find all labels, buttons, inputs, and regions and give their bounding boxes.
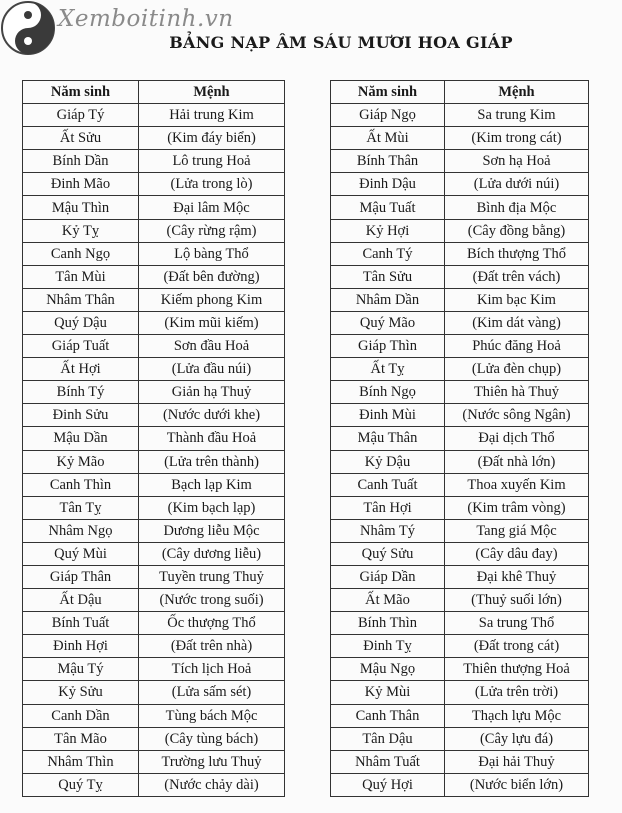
- table-row: [331, 519, 589, 542]
- table-row: [23, 542, 285, 565]
- element-cell: (Kim mũi kiếm): [139, 311, 285, 334]
- table-row: [23, 404, 285, 427]
- table-row: [331, 450, 589, 473]
- table-row: [23, 565, 285, 588]
- table-row: [331, 265, 589, 288]
- birth-year-cell: Bính Thìn: [331, 612, 445, 635]
- header-year: Năm sinh: [23, 81, 139, 104]
- nap-am-table-left: [22, 80, 285, 797]
- birth-year-cell: Ất Hợi: [23, 358, 139, 381]
- element-cell: Bích thượng Thổ: [445, 242, 589, 265]
- table-row: [331, 681, 589, 704]
- table-row: [23, 311, 285, 334]
- table-row: [331, 150, 589, 173]
- table-row: [331, 750, 589, 773]
- element-cell: (Lửa trên trời): [445, 681, 589, 704]
- element-cell: Sa trung Thổ: [445, 612, 589, 635]
- birth-year-cell: Nhâm Dần: [331, 288, 445, 311]
- birth-year-cell: Mậu Thìn: [23, 196, 139, 219]
- element-cell: (Lửa dưới núi): [445, 173, 589, 196]
- element-cell: (Lửa đầu núi): [139, 358, 285, 381]
- birth-year-cell: Bính Dần: [23, 150, 139, 173]
- table-row: [331, 427, 589, 450]
- table-row: [23, 288, 285, 311]
- element-cell: (Nước trong suối): [139, 589, 285, 612]
- element-cell: (Kim dát vàng): [445, 311, 589, 334]
- table-row: [23, 173, 285, 196]
- birth-year-cell: Nhâm Thân: [23, 288, 139, 311]
- element-cell: Sơn hạ Hoả: [445, 150, 589, 173]
- element-cell: Tuyền trung Thuỷ: [139, 565, 285, 588]
- element-cell: (Đất bên đường): [139, 265, 285, 288]
- birth-year-cell: Canh Tý: [331, 242, 445, 265]
- birth-year-cell: Tân Mão: [23, 727, 139, 750]
- element-cell: (Cây tùng bách): [139, 727, 285, 750]
- element-cell: (Nước biển lớn): [445, 773, 589, 796]
- element-cell: Thoa xuyến Kim: [445, 473, 589, 496]
- birth-year-cell: Ất Sửu: [23, 127, 139, 150]
- birth-year-cell: Nhâm Tuất: [331, 750, 445, 773]
- table-row: [23, 335, 285, 358]
- element-cell: Trường lưu Thuỷ: [139, 750, 285, 773]
- table-row: [331, 565, 589, 588]
- element-cell: Dương liễu Mộc: [139, 519, 285, 542]
- table-row: [23, 381, 285, 404]
- element-cell: Bạch lạp Kim: [139, 473, 285, 496]
- birth-year-cell: Giáp Tý: [23, 104, 139, 127]
- table-row: [23, 196, 285, 219]
- table-row: [331, 311, 589, 334]
- nap-am-table-right: [330, 80, 589, 797]
- element-cell: Đại khê Thuỷ: [445, 565, 589, 588]
- element-cell: Lộ bàng Thổ: [139, 242, 285, 265]
- element-cell: Kim bạc Kim: [445, 288, 589, 311]
- header-element: Mệnh: [445, 81, 589, 104]
- element-cell: Thiên thượng Hoả: [445, 658, 589, 681]
- table-header-row: [23, 81, 285, 104]
- birth-year-cell: Tân Mùi: [23, 265, 139, 288]
- birth-year-cell: Canh Thân: [331, 704, 445, 727]
- table-row: [331, 127, 589, 150]
- element-cell: (Cây rừng rậm): [139, 219, 285, 242]
- birth-year-cell: Đinh Mão: [23, 173, 139, 196]
- table-row: [331, 104, 589, 127]
- element-cell: (Kim trâm vòng): [445, 496, 589, 519]
- birth-year-cell: Mậu Thân: [331, 427, 445, 450]
- element-cell: (Cây lựu đá): [445, 727, 589, 750]
- element-cell: Tùng bách Mộc: [139, 704, 285, 727]
- birth-year-cell: Ất Tỵ: [331, 358, 445, 381]
- birth-year-cell: Canh Thìn: [23, 473, 139, 496]
- birth-year-cell: Tân Tỵ: [23, 496, 139, 519]
- birth-year-cell: Đinh Tỵ: [331, 635, 445, 658]
- element-cell: Ốc thượng Thổ: [139, 612, 285, 635]
- birth-year-cell: Quý Dậu: [23, 311, 139, 334]
- table-row: [331, 589, 589, 612]
- element-cell: (Cây dâu đay): [445, 542, 589, 565]
- table-row: [23, 358, 285, 381]
- birth-year-cell: Bính Ngọ: [331, 381, 445, 404]
- table-row: [23, 127, 285, 150]
- table-row: [331, 773, 589, 796]
- table-row: [23, 773, 285, 796]
- birth-year-cell: Mậu Dần: [23, 427, 139, 450]
- birth-year-cell: Ất Dậu: [23, 589, 139, 612]
- table-row: [23, 104, 285, 127]
- birth-year-cell: Tân Hợi: [331, 496, 445, 519]
- table-row: [331, 612, 589, 635]
- birth-year-cell: Giáp Thân: [23, 565, 139, 588]
- element-cell: Giản hạ Thuỷ: [139, 381, 285, 404]
- element-cell: (Kim đáy biển): [139, 127, 285, 150]
- element-cell: Tích lịch Hoả: [139, 658, 285, 681]
- element-cell: (Đất trên vách): [445, 265, 589, 288]
- birth-year-cell: Đinh Dậu: [331, 173, 445, 196]
- birth-year-cell: Canh Dần: [23, 704, 139, 727]
- table-row: [23, 750, 285, 773]
- table-row: [331, 196, 589, 219]
- birth-year-cell: Tân Sửu: [331, 265, 445, 288]
- element-cell: (Nước sông Ngân): [445, 404, 589, 427]
- element-cell: Kiếm phong Kim: [139, 288, 285, 311]
- table-row: [23, 496, 285, 519]
- table-row: [23, 427, 285, 450]
- element-cell: Phúc đăng Hoả: [445, 335, 589, 358]
- table-row: [23, 589, 285, 612]
- table-row: [23, 612, 285, 635]
- header-year: Năm sinh: [331, 81, 445, 104]
- birth-year-cell: Quý Hợi: [331, 773, 445, 796]
- table-row: [23, 265, 285, 288]
- element-cell: (Lửa trong lò): [139, 173, 285, 196]
- birth-year-cell: Canh Tuất: [331, 473, 445, 496]
- birth-year-cell: Đinh Mùi: [331, 404, 445, 427]
- table-row: [331, 358, 589, 381]
- element-cell: (Nước dưới khe): [139, 404, 285, 427]
- table-row: [331, 173, 589, 196]
- birth-year-cell: Tân Dậu: [331, 727, 445, 750]
- birth-year-cell: Bính Tý: [23, 381, 139, 404]
- element-cell: (Kim trong cát): [445, 127, 589, 150]
- birth-year-cell: Mậu Ngọ: [331, 658, 445, 681]
- element-cell: Thạch lựu Mộc: [445, 704, 589, 727]
- yin-yang-logo-icon: [0, 0, 60, 60]
- table-header-row: [331, 81, 589, 104]
- page-title: BẢNG NẠP ÂM SÁU MƯƠI HOA GIÁP: [169, 33, 513, 52]
- element-cell: Lô trung Hoả: [139, 150, 285, 173]
- element-cell: (Kim bạch lạp): [139, 496, 285, 519]
- birth-year-cell: Bính Thân: [331, 150, 445, 173]
- birth-year-cell: Giáp Thìn: [331, 335, 445, 358]
- birth-year-cell: Nhâm Tý: [331, 519, 445, 542]
- birth-year-cell: Quý Mùi: [23, 542, 139, 565]
- table-row: [331, 381, 589, 404]
- table-row: [331, 542, 589, 565]
- table-row: [23, 219, 285, 242]
- element-cell: Bình địa Mộc: [445, 196, 589, 219]
- birth-year-cell: Nhâm Ngọ: [23, 519, 139, 542]
- birth-year-cell: Mậu Tuất: [331, 196, 445, 219]
- element-cell: Thiên hà Thuỷ: [445, 381, 589, 404]
- birth-year-cell: Quý Sửu: [331, 542, 445, 565]
- birth-year-cell: Ất Mão: [331, 589, 445, 612]
- table-row: [23, 727, 285, 750]
- birth-year-cell: Quý Tỵ: [23, 773, 139, 796]
- element-cell: (Đất trong cát): [445, 635, 589, 658]
- birth-year-cell: Quý Mão: [331, 311, 445, 334]
- element-cell: Thành đầu Hoả: [139, 427, 285, 450]
- element-cell: (Lửa sấm sét): [139, 681, 285, 704]
- table-row: [331, 658, 589, 681]
- table-row: [331, 335, 589, 358]
- element-cell: (Cây đồng bằng): [445, 219, 589, 242]
- element-cell: Đại hải Thuỷ: [445, 750, 589, 773]
- element-cell: Đại lâm Mộc: [139, 196, 285, 219]
- table-row: [23, 450, 285, 473]
- element-cell: (Đất trên nhà): [139, 635, 285, 658]
- element-cell: (Đất nhà lớn): [445, 450, 589, 473]
- birth-year-cell: Mậu Tý: [23, 658, 139, 681]
- birth-year-cell: Ất Mùi: [331, 127, 445, 150]
- birth-year-cell: Canh Ngọ: [23, 242, 139, 265]
- table-row: [23, 658, 285, 681]
- element-cell: (Thuỷ suối lớn): [445, 589, 589, 612]
- birth-year-cell: Kỷ Mùi: [331, 681, 445, 704]
- birth-year-cell: Giáp Dần: [331, 565, 445, 588]
- element-cell: (Lửa đèn chụp): [445, 358, 589, 381]
- element-cell: Đại dịch Thổ: [445, 427, 589, 450]
- table-row: [331, 288, 589, 311]
- site-watermark: Xemboitinh.vn: [58, 6, 234, 32]
- table-row: [23, 150, 285, 173]
- birth-year-cell: Kỷ Hợi: [331, 219, 445, 242]
- birth-year-cell: Bính Tuất: [23, 612, 139, 635]
- table-row: [23, 473, 285, 496]
- birth-year-cell: Giáp Ngọ: [331, 104, 445, 127]
- table-row: [331, 635, 589, 658]
- table-row: [331, 496, 589, 519]
- birth-year-cell: Giáp Tuất: [23, 335, 139, 358]
- element-cell: Sa trung Kim: [445, 104, 589, 127]
- birth-year-cell: Kỷ Mão: [23, 450, 139, 473]
- header-element: Mệnh: [139, 81, 285, 104]
- birth-year-cell: Kỷ Sửu: [23, 681, 139, 704]
- table-row: [23, 519, 285, 542]
- birth-year-cell: Kỷ Dậu: [331, 450, 445, 473]
- element-cell: Hải trung Kim: [139, 104, 285, 127]
- table-row: [331, 727, 589, 750]
- table-row: [23, 704, 285, 727]
- element-cell: Sơn đầu Hoả: [139, 335, 285, 358]
- element-cell: (Cây dương liễu): [139, 542, 285, 565]
- table-row: [331, 219, 589, 242]
- birth-year-cell: Đinh Hợi: [23, 635, 139, 658]
- table-row: [331, 473, 589, 496]
- birth-year-cell: Đinh Sửu: [23, 404, 139, 427]
- element-cell: (Lửa trên thành): [139, 450, 285, 473]
- table-row: [331, 704, 589, 727]
- table-row: [331, 242, 589, 265]
- table-row: [23, 242, 285, 265]
- table-row: [23, 681, 285, 704]
- table-row: [331, 404, 589, 427]
- element-cell: (Nước chảy dài): [139, 773, 285, 796]
- table-row: [23, 635, 285, 658]
- birth-year-cell: Nhâm Thìn: [23, 750, 139, 773]
- element-cell: Tang giá Mộc: [445, 519, 589, 542]
- birth-year-cell: Kỷ Tỵ: [23, 219, 139, 242]
